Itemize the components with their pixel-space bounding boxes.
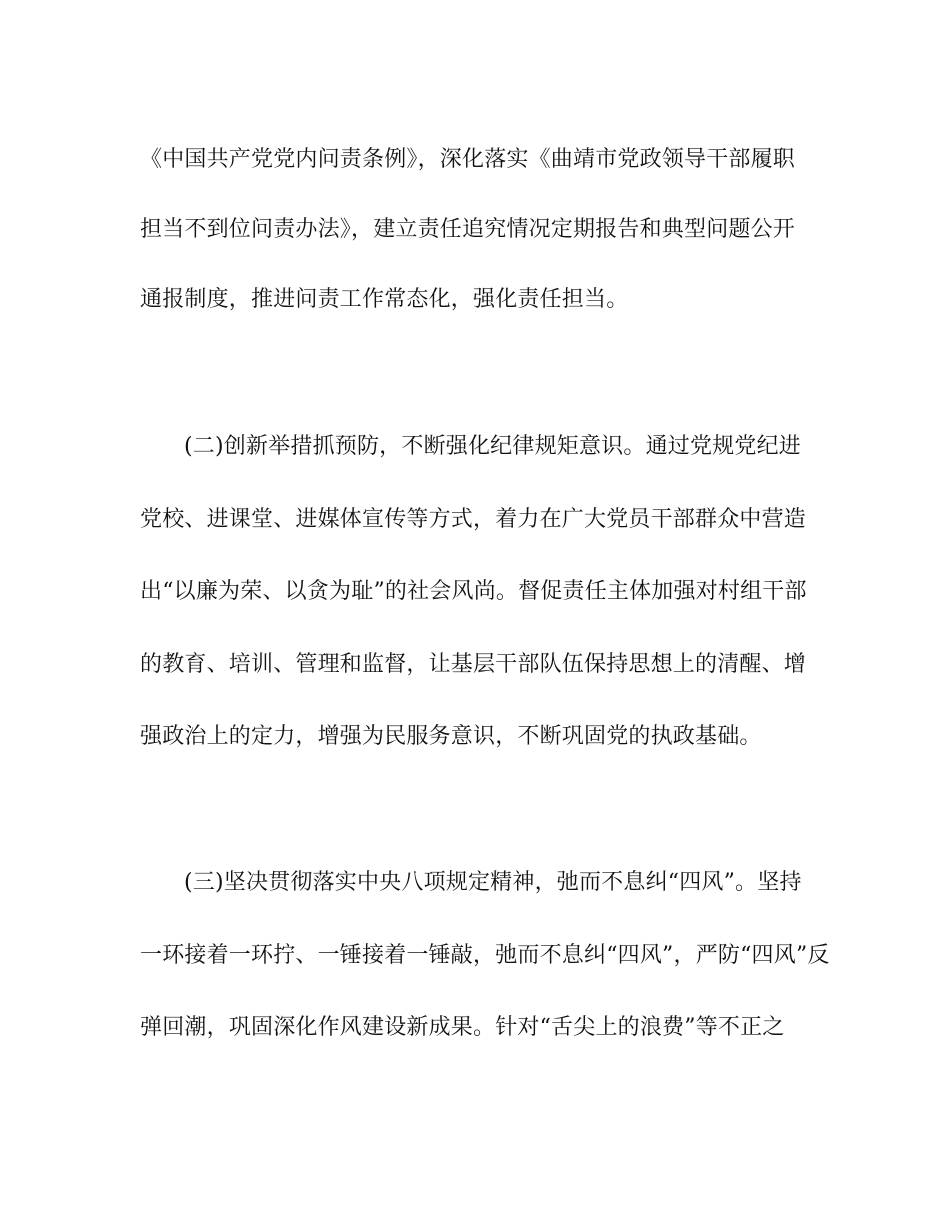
text-line: 党校、进课堂、进媒体宣传等方式，着力在广大党员干部群众中营造 bbox=[140, 507, 807, 532]
text-line: 一环接着一环拧、一锤接着一锤敲，弛而不息纠“四风”，严防“四风”反 bbox=[140, 943, 830, 968]
text-line: 强政治上的定力，增强为民服务意识，不断巩固党的执政基础。 bbox=[140, 724, 762, 749]
text-line: 《中国共产党党内问责条例》，深化落实《曲靖市党政领导干部履职 bbox=[140, 147, 796, 172]
text-line: 弹回潮，巩固深化作风建设新成果。针对“舌尖上的浪费”等不正之 bbox=[140, 1015, 785, 1040]
paragraph-heading-line: (二)创新举措抓预防，不断强化纪律规矩意识。通过党规党纪进 bbox=[184, 434, 801, 459]
paragraph-heading-line: (三)坚决贯彻落实中央八项规定精神，弛而不息纠“四风”。坚持 bbox=[184, 870, 802, 895]
text-line: 担当不到位问责办法》，建立责任追究情况定期报告和典型问题公开 bbox=[140, 217, 796, 242]
text-line: 出“以廉为荣、以贪为耻”的社会风尚。督促责任主体加强对村组干部 bbox=[140, 579, 807, 604]
text-line: 通报制度，推进问责工作常态化，强化责任担当。 bbox=[140, 287, 629, 312]
text-line: 的教育、培训、管理和监督，让基层干部队伍保持思想上的清醒、增 bbox=[140, 652, 807, 677]
